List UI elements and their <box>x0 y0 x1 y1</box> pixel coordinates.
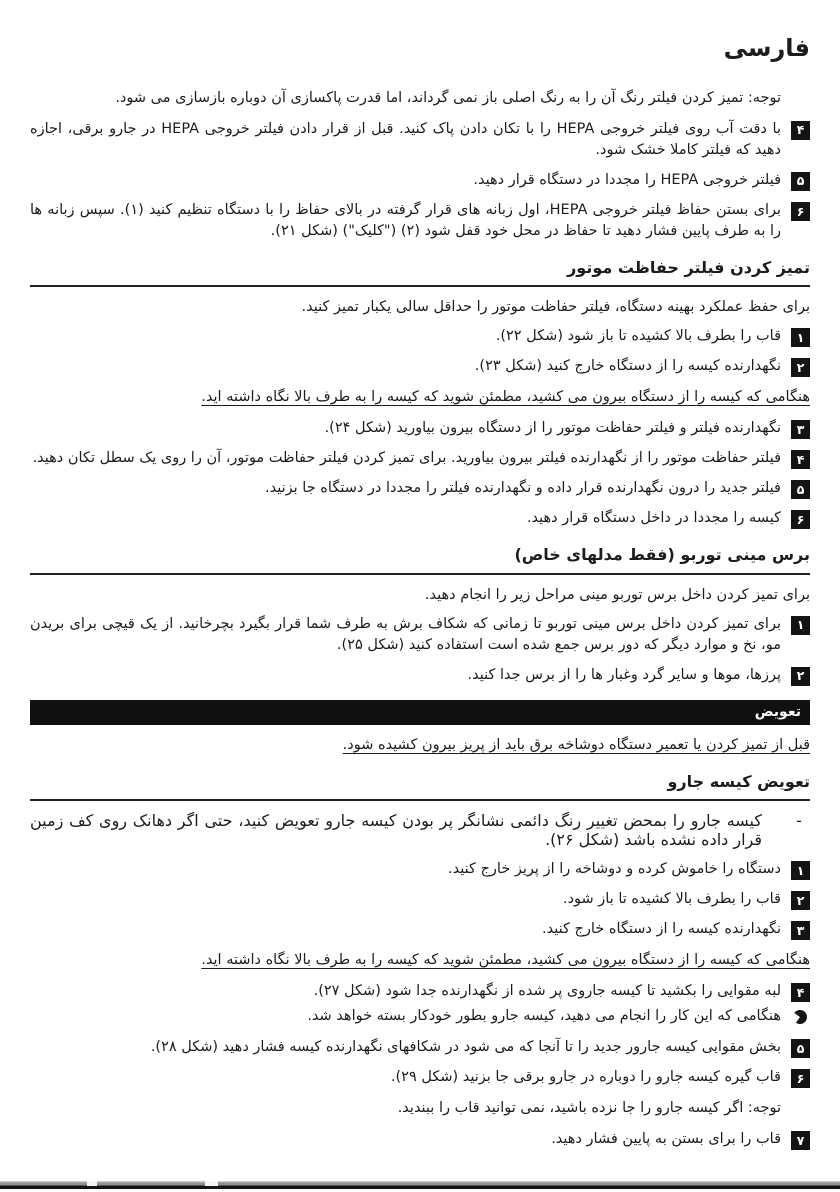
scan-edge-gap <box>87 1181 97 1186</box>
step-item <box>30 200 810 242</box>
bag-replace-steps-1 <box>30 859 810 940</box>
page-bottom-scan-edge <box>0 1181 840 1189</box>
section-heading-motor-filter: تمیز کردن فیلتر حفاظت موتور <box>30 256 810 287</box>
step-item <box>30 1067 810 1088</box>
bag-replace-bullet-text: کیسه جارو را بمحض تغییر رنگ دائمی نشانگر پر بودن کیسه جارو تعویض کنید، حتی اگر دهانک روی کف زمین قرار داده نشده باشد (شکل ۲۶). <box>30 811 762 850</box>
motor-filter-steps-2 <box>30 418 810 529</box>
step-number-badge: ۲ <box>791 667 810 686</box>
bag-removal-warning: هنگامی که کیسه را از دستگاه بیرون می کشید، مطمئن شوید که کیسه را به طرف بالا نگاه داشته اید. <box>201 389 810 406</box>
step-number-badge: ۶ <box>791 510 810 529</box>
subnote-text: هنگامی که این کار را انجام می دهید، کیسه جارو بطور خودکار بسته خواهد شد. <box>307 1008 781 1025</box>
step-text: قاب را برای بستن به پایین فشار دهید. <box>551 1131 781 1148</box>
step-item <box>30 478 810 499</box>
step-item <box>30 665 810 686</box>
step-text: نگهدارنده کیسه را از دستگاه خارج کنید. <box>542 921 781 938</box>
bag-replace-bullet <box>30 811 810 849</box>
bag-removal-warning-2: هنگامی که کیسه را از دستگاه بیرون می کشید، مطمئن شوید که کیسه را به طرف بالا نگاه داشته اید. <box>201 952 810 969</box>
step-text: فیلتر جدید را درون نگهدارنده قرار داده و نگهدارنده فیلتر را مجددا در دستگاه جا بزنید. <box>265 480 781 497</box>
step-item <box>30 448 810 469</box>
step-number-badge: ۱ <box>791 616 810 635</box>
step-text: قاب را بطرف بالا کشیده تا باز شود. <box>562 891 781 908</box>
step-text: برای تمیز کردن داخل برس مینی توربو تا زمانی که شکاف برش به طرف شما قرار بگیرد بچرخانید. از یک قیچی برای بریدن مو، نخ و موارد دیگر که دور برس جمع شده است استفاده کنید (شکل ۲۵). <box>30 615 781 653</box>
step-text: فیلتر خروجی HEPA را مجددا در دستگاه قرار دهید. <box>473 172 781 189</box>
step-number-badge: ۷ <box>791 1131 810 1150</box>
step-text: پرزها، موها و سایر گرد وغبار ها را از برس جدا کنید. <box>467 666 781 683</box>
step-number-badge: ۶ <box>791 1069 810 1088</box>
unplug-warning: قبل از تمیز کردن یا تعمیر دستگاه دوشاخه برق باید از پریز بیرون کشیده شود. <box>342 736 810 753</box>
step-text: با دقت آب روی فیلتر خروجی HEPA را با تکان دادن پاک کنید. قبل از قرار دادن فیلتر خروجی HEPA در جارو برقی، اجازه دهید که فیلتر کاملا خشک شود. <box>30 121 781 159</box>
step-text: نگهدارنده فیلتر و فیلتر حفاظت موتور را از دستگاه بیرون بیاورید (شکل ۲۴). <box>324 420 781 437</box>
hepa-steps <box>30 119 810 242</box>
replacement-banner: تعویض <box>30 700 810 725</box>
step-number-badge: ۱ <box>791 861 810 880</box>
step-text: نگهدارنده کیسه را از دستگاه خارج کنید (شکل ۲۳). <box>474 358 781 375</box>
mini-turbo-intro: برای تمیز کردن داخل برس توربو مینی مراحل زیر را انجام دهید. <box>424 586 810 603</box>
motor-filter-intro: برای حفظ عملکرد بهینه دستگاه، فیلتر حفاظت موتور را حداقل سالی یکبار تمیز کنید. <box>301 299 810 316</box>
section-heading-bag-replace: تعویض کیسه جارو <box>30 770 810 801</box>
step-item <box>30 119 810 161</box>
hepa-note: توجه: تمیز کردن فیلتر رنگ آن را به رنگ اصلی باز نمی گرداند، اما قدرت پاکسازی آن دوباره بازسازی می شود. <box>115 90 781 106</box>
step-item <box>30 418 810 439</box>
step-text: قاب را بطرف بالا کشیده تا باز شود (شکل ۲۲). <box>495 328 781 345</box>
step-number-badge: ۴ <box>791 983 810 1002</box>
step-item <box>30 1129 810 1150</box>
note-pacman-icon <box>793 1010 807 1024</box>
step-item <box>30 326 810 347</box>
page-content <box>30 34 810 1160</box>
bag-replace-step-4 <box>30 981 810 1027</box>
step-item <box>30 170 810 191</box>
step-text: بخش مقوایی کیسه جارور جدید را تا آنجا که می شود در شکافهای نگهدارنده کیسه فشار دهید (شکل ۲۸). <box>150 1039 781 1056</box>
step-item <box>30 859 810 880</box>
step-number-badge: ۵ <box>791 172 810 191</box>
step-number-badge: ۱ <box>791 328 810 347</box>
step-number-badge: ۶ <box>791 202 810 221</box>
step-text: برای بستن حفاظ فیلتر خروجی HEPA، اول زبانه های قرار گرفته در بالای حفاظ را با دستگاه تنظیم کنید (۱). سپس زبانه ها را به طرف پایین فشار دهید تا حفاظ در محل خود قفل شود (۲) ("کلیک") (شکل ۲۱). <box>30 202 782 240</box>
bag-replace-steps-2 <box>30 1037 810 1088</box>
step-number-badge: ۲ <box>791 891 810 910</box>
step-number-badge: ۳ <box>791 420 810 439</box>
step-item <box>30 1037 810 1058</box>
step-item <box>30 889 810 910</box>
step-number-badge: ۴ <box>791 121 810 140</box>
step-text: فیلتر حفاظت موتور را از نگهدارنده فیلتر بیرون بیاورید. برای تمیز کردن فیلتر حفاظت موتور، آن را روی یک سطل تکان دهید. <box>32 450 781 467</box>
step-text: قاب گیره کیسه جارو را دوباره در جارو برقی جا بزنید (شکل ۲۹). <box>390 1069 781 1086</box>
step-item <box>30 614 810 656</box>
step-number-badge: ۵ <box>791 480 810 499</box>
bag-replace-final-step <box>30 1129 810 1150</box>
step-text: لبه مقوایی را بکشید تا کیسه جاروی پر شده از نگهدارنده جدا شود (شکل ۲۷). <box>313 983 781 1000</box>
page-title: فارسی <box>723 34 810 62</box>
step-number-badge: ۵ <box>791 1039 810 1058</box>
dash-bullet-marker: - <box>796 811 802 831</box>
scan-edge-gap <box>205 1181 218 1186</box>
step-number-badge: ۳ <box>791 921 810 940</box>
step-item <box>30 919 810 940</box>
step-text: کیسه را مجددا در داخل دستگاه قرار دهید. <box>526 510 781 527</box>
mini-turbo-steps <box>30 614 810 686</box>
bag-close-note: توجه: اگر کیسه جارو را جا نزده باشید، نمی توانید قاب را ببندید. <box>397 1100 781 1117</box>
step-item <box>30 508 810 529</box>
step-item <box>30 356 810 377</box>
step-number-badge: ۴ <box>791 450 810 469</box>
step-number-badge: ۲ <box>791 358 810 377</box>
step-subnote <box>30 1006 810 1027</box>
section-heading-mini-turbo: برس مینی توربو (فقط مدلهای خاص) <box>30 543 810 574</box>
step-item <box>30 981 810 1002</box>
step-text: دستگاه را خاموش کرده و دوشاخه را از پریز خارج کنید. <box>448 861 781 878</box>
motor-filter-steps-1 <box>30 326 810 377</box>
